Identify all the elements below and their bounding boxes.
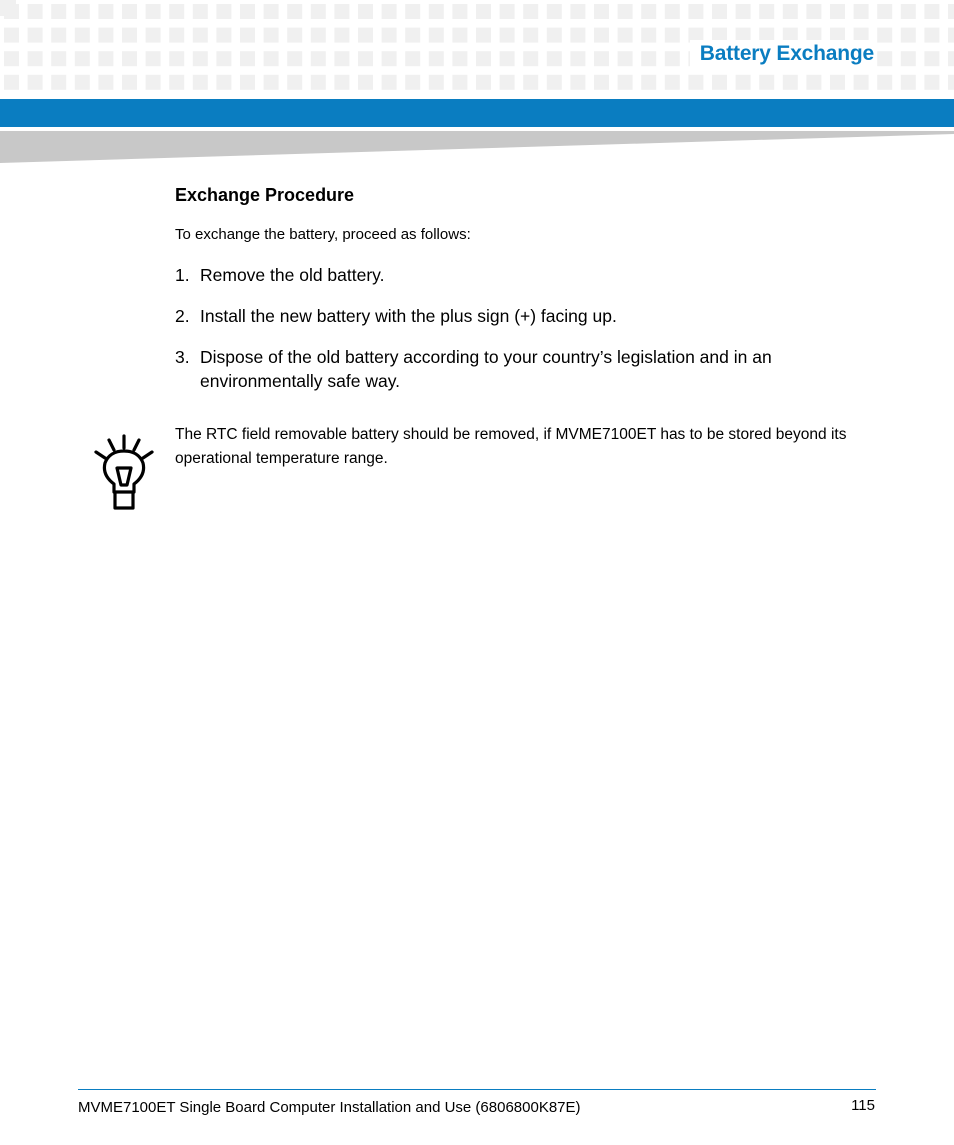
step-item bbox=[175, 263, 855, 287]
header-band bbox=[0, 99, 954, 127]
lightbulb-icon bbox=[92, 432, 156, 514]
step-number: 2. bbox=[175, 306, 190, 326]
step-text: Install the new battery with the plus sign (+) facing up. bbox=[200, 306, 617, 326]
step-item bbox=[175, 345, 855, 393]
step-text: Remove the old battery. bbox=[200, 265, 385, 285]
header-wedge bbox=[0, 131, 954, 163]
step-number: 3. bbox=[175, 347, 190, 367]
intro-text: To exchange the battery, proceed as follows: bbox=[175, 226, 471, 243]
note-text: The RTC field removable battery should be removed, if MVME7100ET has to be stored beyond its operational temperature range. bbox=[175, 426, 847, 467]
page-number: 115 bbox=[851, 1097, 875, 1114]
step-item bbox=[175, 304, 855, 328]
footer-document-title: MVME7100ET Single Board Computer Installation and Use (6806800K87E) bbox=[78, 1099, 581, 1116]
procedure-steps bbox=[175, 263, 855, 410]
section-title: Battery Exchange bbox=[690, 40, 874, 68]
step-text: Dispose of the old battery according to your country’s legislation and in an environmentally safe way. bbox=[200, 347, 772, 391]
footer-rule bbox=[78, 1089, 876, 1090]
subheading: Exchange Procedure bbox=[175, 185, 355, 205]
step-number: 1. bbox=[175, 265, 190, 285]
